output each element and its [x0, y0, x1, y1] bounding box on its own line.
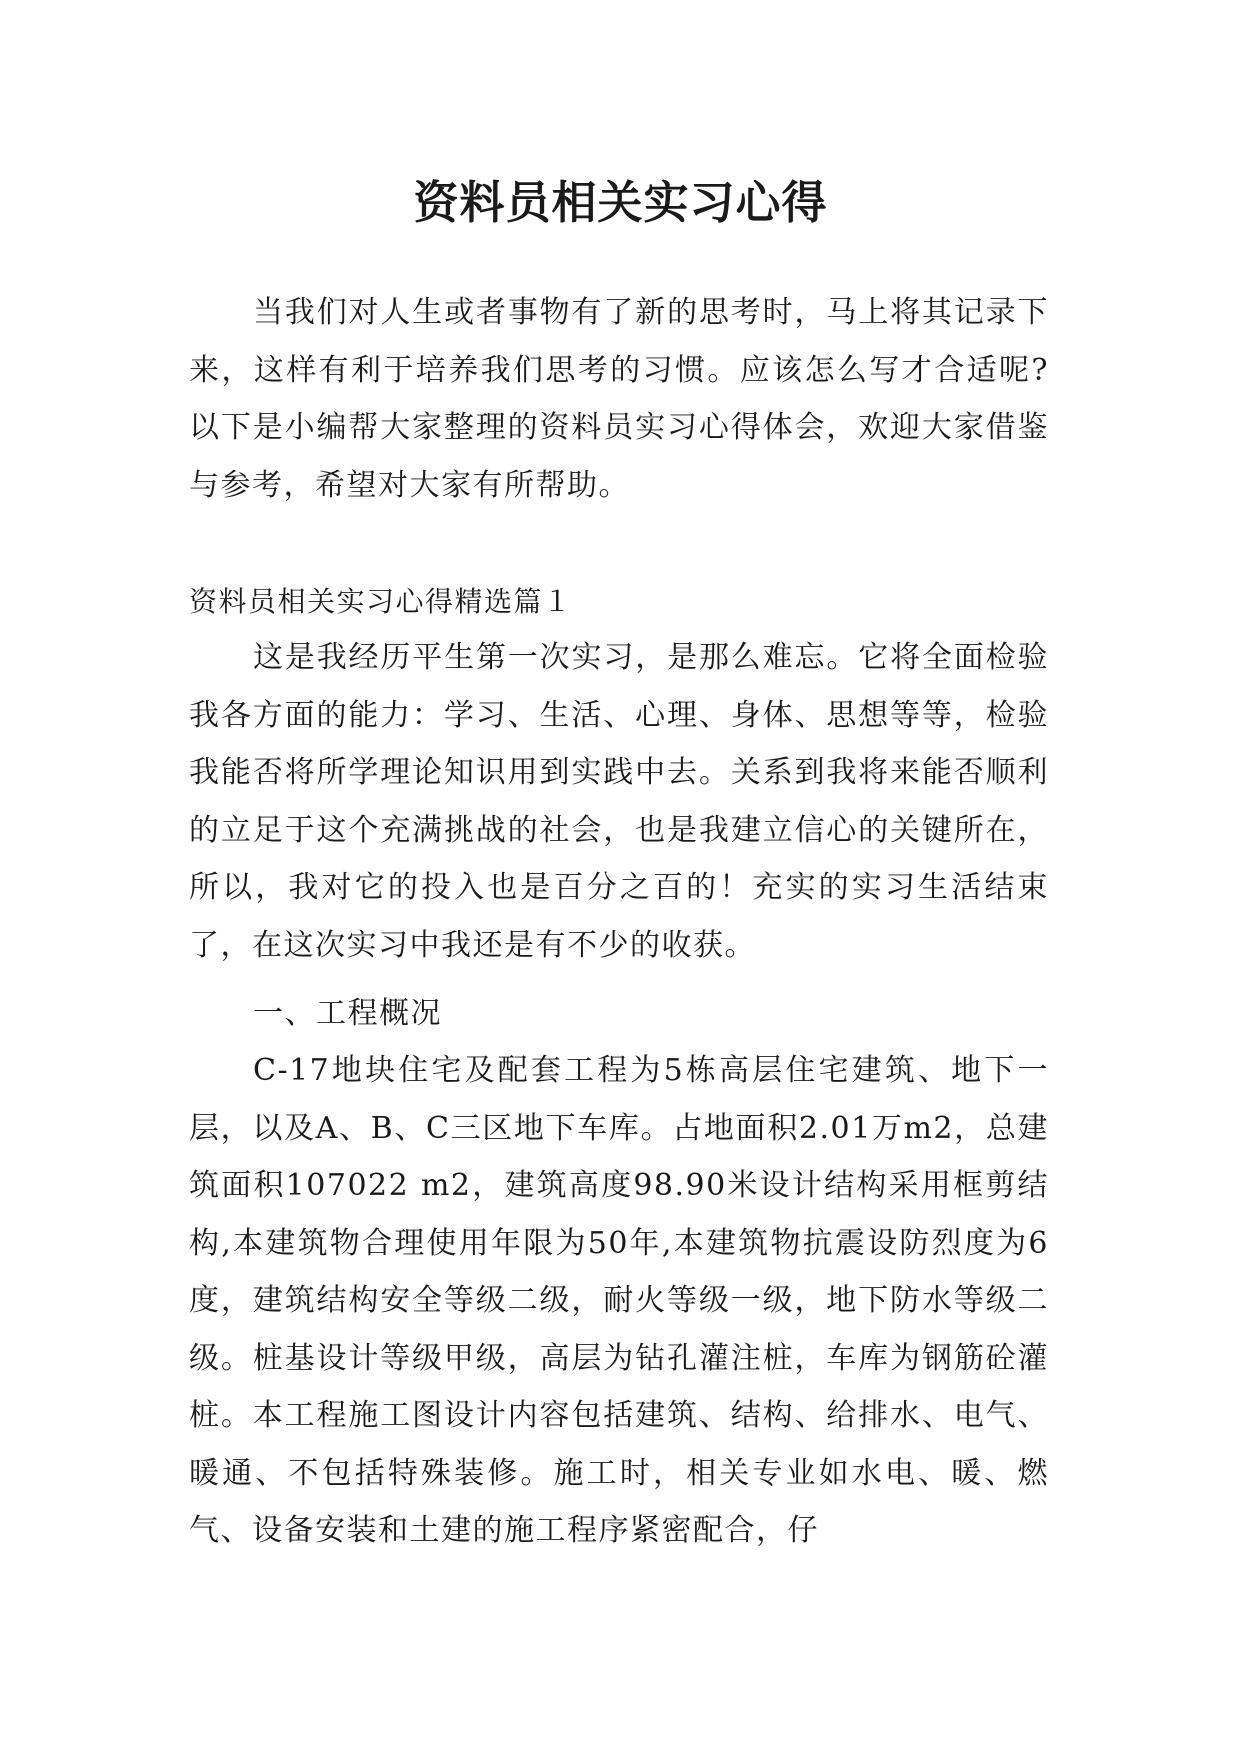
section-heading: 资料员相关实习心得精选篇１ — [189, 585, 573, 618]
subheading-project-overview: 一、工程概况 — [253, 996, 442, 1031]
document-title: 资料员相关实习心得 — [413, 176, 828, 230]
section-paragraph-2: C-17地块住宅及配套工程为5栋高层住宅建筑、地下一层，以及A、B、C三区地下车库。占地面积2.01万m2，总建筑面积107022 m2，建筑高度98.90米设计结构采用框剪结构,本建筑物合理使用年限为50年,本建筑物抗震设防烈度为6度，建筑结构安全等级二级，耐火等级一级，地下防水等级二级。桩基设计等级甲级，高层为钻孔灌注桩，车库为钢筋砼灌桩。本工程施工图设计内容包括建筑、结构、给排水、电气、暖通、不包括特殊装修。施工时，相关专业如水电、暖、燃气、设备安装和土建的施工程序紧密配合，仔 — [189, 1053, 1049, 1548]
section-paragraph-1: 这是我经历平生第一次实习，是那么难忘。它将全面检验我各方面的能力：学习、生活、心理、身体、思想等等，检验我能否将所学理论知识用到实践中去。关系到我将来能否顺利的立足于这个充满挑战的社会，也是我建立信心的关键所在，所以，我对它的投入也是百分之百的！充实的实习生活结束了，在这次实习中我还是有不少的收获。 — [189, 640, 1049, 963]
intro-paragraph: 当我们对人生或者事物有了新的思考时，马上将其记录下来，这样有利于培养我们思考的习惯。应该怎么写才合适呢?以下是小编帮大家整理的资料员实习心得体会，欢迎大家借鉴与参考，希望对大家有所帮助。 — [189, 295, 1049, 503]
